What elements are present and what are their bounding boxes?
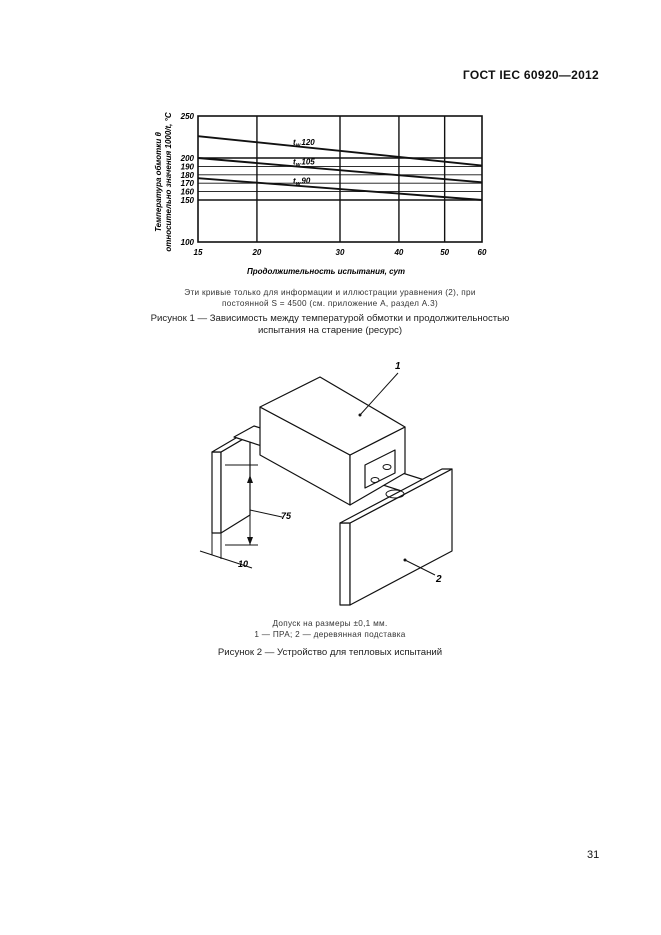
page-number: 31 (587, 849, 600, 861)
right-block-front (340, 523, 350, 605)
chart-y-tick-label: 150 (180, 196, 194, 205)
callout-2: 2 (436, 574, 442, 585)
dimension-10: 10 (238, 559, 249, 569)
chart-x-tick-label: 40 (394, 248, 404, 257)
series-label-subscript: w (295, 162, 301, 169)
chart-x-tick-label: 20 (252, 248, 262, 257)
document-header: ГОСТ IEC 60920—2012 (462, 68, 599, 82)
chart-x-tick-label: 15 (193, 248, 203, 257)
chart-y-tick-label: 250 (180, 112, 194, 121)
figure1-caption-line1: Рисунок 1 — Зависимость между температурой обмотки и продолжительностью (150, 313, 510, 324)
chart-y-axis-label-line1: Температура обмотки θ (154, 132, 163, 232)
chart-x-tick-label: 60 (477, 248, 487, 257)
left-block-front (212, 452, 221, 533)
figure1-note (140, 287, 520, 309)
dim-75-leader (250, 510, 282, 517)
dim-arrow-icon (247, 537, 253, 545)
chart-y-tick-label: 170 (180, 179, 194, 189)
series-label-main: t (293, 176, 296, 186)
chart-y-axis-label-line2: относительно значения 1000/t, °C (164, 112, 173, 252)
figure2-tolerance: Допуск на размеры ±0,1 мм. (272, 619, 388, 628)
callout-1-dot (359, 414, 362, 417)
thermal-test-device-drawing (190, 355, 470, 615)
chart-y-tick-label: 100 (180, 238, 194, 247)
chart-y-ticks (180, 112, 195, 247)
callout-1-leader (360, 373, 398, 415)
chart-y-tick-label: 160 (180, 187, 194, 197)
figure1-note-line2: постоянной S = 4500 (см. приложение А, раздел А.3) (221, 299, 439, 308)
chart-series-labels (293, 138, 315, 187)
winding-temperature-chart (140, 90, 500, 285)
chart-x-tick-label: 30 (335, 248, 345, 257)
chart-x-axis-label: Продолжительность испытания, сут (246, 267, 406, 276)
chart-y-tick-label: 180 (180, 170, 194, 180)
figure1-note-line1: Эти кривые только для информации и иллюстрации уравнения (2), при (184, 288, 476, 297)
series-label-subscript: w (295, 143, 301, 150)
figure1-caption-line2: испытания на старение (ресурс) (257, 325, 403, 336)
dimension-75: 75 (281, 511, 292, 521)
chart-x-ticks (194, 248, 487, 257)
callout-1: 1 (395, 361, 401, 372)
callout-2-dot (404, 559, 407, 562)
chart-x-tick-label: 50 (440, 248, 450, 257)
figure2-caption: Рисунок 2 — Устройство для тепловых испытаний (217, 647, 443, 658)
chart-y-tick-label: 200 (180, 154, 194, 163)
chart-y-tick-label: 190 (180, 162, 194, 172)
figure1-caption (110, 313, 550, 337)
series-label-main: t (293, 157, 296, 167)
figure2-legend: 1 — ПРА; 2 — деревянная подставка (254, 630, 406, 639)
series-label-main: t (293, 138, 296, 148)
series-label-value: 120 (301, 138, 315, 148)
series-label-value: 105 (301, 157, 315, 167)
figure2-notes (190, 618, 470, 640)
series-label-subscript: w (295, 181, 301, 188)
series-label-value: 90 (301, 176, 311, 186)
